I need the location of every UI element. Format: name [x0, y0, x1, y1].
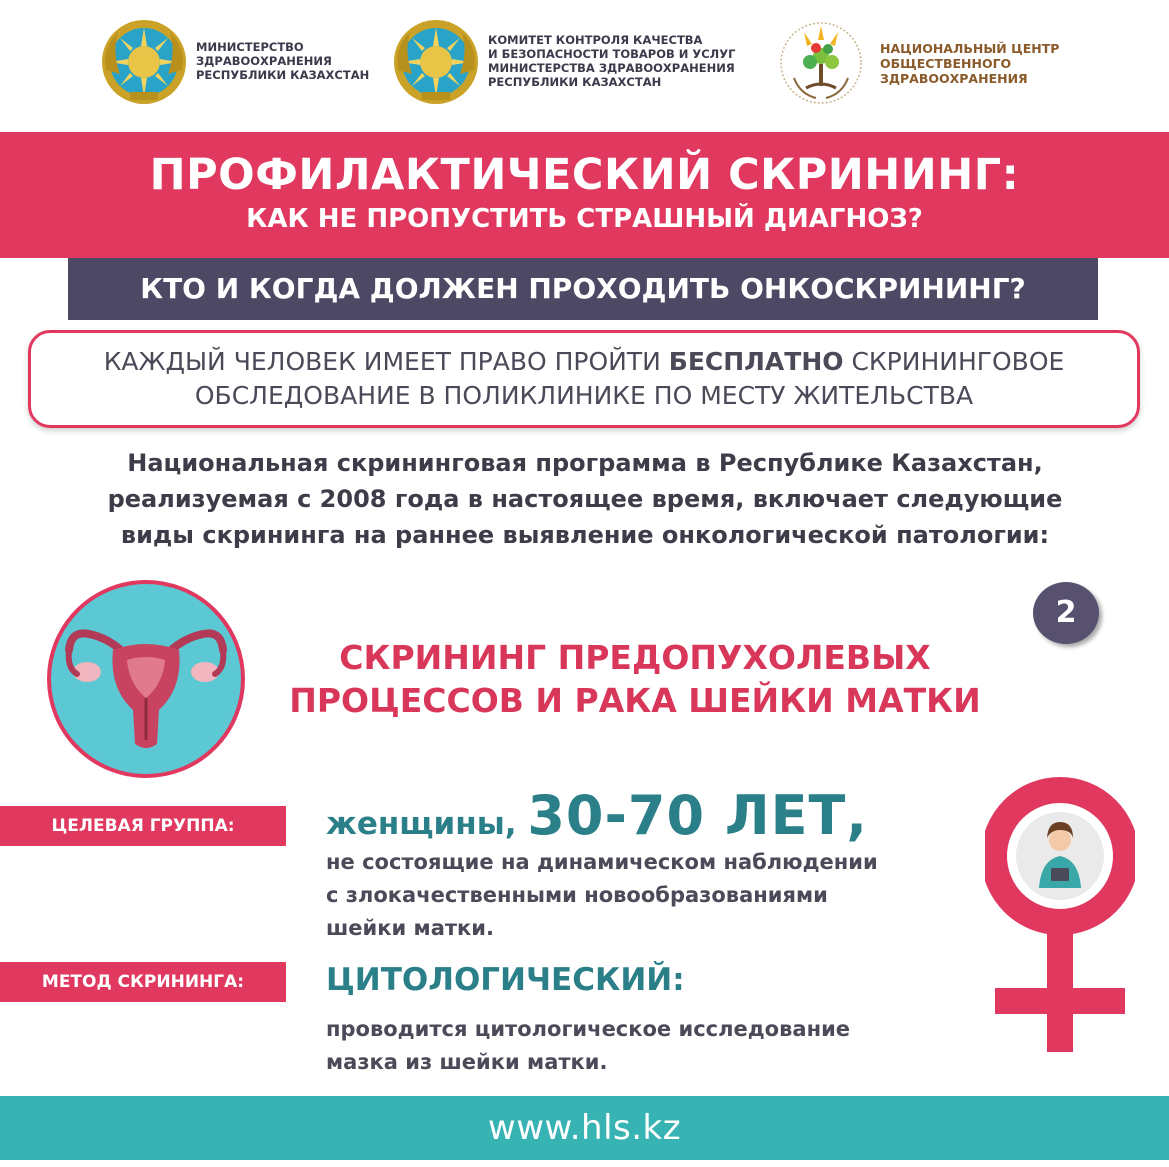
- screening-title: [270, 636, 1000, 722]
- state-emblem-icon: [392, 18, 480, 106]
- committee-name-line: КОМИТЕТ КОНТРОЛЯ КАЧЕСТВА: [488, 33, 703, 48]
- organ-illustration: [47, 580, 245, 778]
- screening-method-name: ЦИТОЛОГИЧЕСКИЙ:: [326, 962, 685, 998]
- screening-title-line: ПРОЦЕССОВ И РАКА ШЕЙКИ МАТКИ: [289, 681, 981, 720]
- rights-text: КАЖДЫЙ ЧЕЛОВЕК ИМЕЕТ ПРАВО ПРОЙТИ: [103, 347, 669, 376]
- target-group-tag: ЦЕЛЕВАЯ ГРУППА:: [0, 806, 286, 846]
- screening-title-line: СКРИНИНГ ПРЕДОПУХОЛЕВЫХ: [339, 638, 931, 677]
- committee-name-line: И БЕЗОПАСНОСТИ ТОВАРОВ И УСЛУГ: [488, 47, 736, 62]
- ministry-name-line: МИНИСТЕРСТВО: [196, 40, 304, 55]
- ncoz-name-line: НАЦИОНАЛЬНЫЙ ЦЕНТР: [880, 40, 1060, 56]
- committee-name-line: РЕСПУБЛИКИ КАЗАХСТАН: [488, 74, 662, 89]
- rights-line-2: ОБСЛЕДОВАНИЕ В ПОЛИКЛИНИКЕ ПО МЕСТУ ЖИТЕЛЬСТВА: [194, 381, 974, 410]
- committee-name-line: МИНИСТЕРСТВА ЗДРАВООХРАНЕНИЯ: [488, 61, 735, 75]
- target-age-range: 30-70 ЛЕТ,: [527, 784, 868, 847]
- rights-text: СКРИНИНГОВОЕ: [843, 347, 1065, 376]
- footer-website: www.hls.kz: [0, 1096, 1169, 1160]
- rights-free-emphasis: БЕСПЛАТНО: [668, 347, 844, 376]
- ministry-name-line: РЕСПУБЛИКИ КАЗАХСТАН: [196, 67, 370, 82]
- target-desc-line: не состоящие на динамическом наблюдении: [326, 850, 878, 874]
- title-band: [0, 132, 1169, 258]
- ministry-logo: [100, 18, 369, 106]
- ncoz-name-line: ОБЩЕСТВЕННОГО: [880, 55, 1012, 71]
- target-group-women: женщины,: [326, 806, 528, 842]
- intro-line: Национальная скрининговая программа в Республике Казахстан,: [127, 449, 1043, 477]
- target-group-heading: [326, 784, 868, 847]
- female-symbol-icon: [985, 776, 1135, 1056]
- page-title: ПРОФИЛАКТИЧЕСКИЙ СКРИНИНГ:: [149, 150, 1020, 200]
- target-desc-line: шейки матки.: [326, 916, 494, 940]
- page-subtitle: КАК НЕ ПРОПУСТИТЬ СТРАШНЫЙ ДИАГНОЗ?: [246, 204, 923, 234]
- intro-line: виды скрининга на раннее выявление онкологической патологии:: [120, 521, 1050, 549]
- target-group-description: [326, 846, 878, 945]
- ministry-name-line: ЗДРАВООХРАНЕНИЯ: [196, 54, 332, 69]
- state-emblem-icon: [100, 18, 188, 106]
- committee-logo: [392, 18, 735, 106]
- intro-line: реализуемая с 2008 года в настоящее время, включает следующие: [107, 485, 1063, 513]
- intro-paragraph: [40, 445, 1130, 553]
- target-desc-line: с злокачественными новообразованиями: [326, 883, 828, 907]
- screening-method-tag: МЕТОД СКРИНИНГА:: [0, 962, 286, 1002]
- screening-method-description: [326, 1013, 850, 1079]
- method-desc-line: мазка из шейки матки.: [326, 1050, 608, 1074]
- rights-notice: [28, 330, 1140, 428]
- method-desc-line: проводится цитологическое исследование: [326, 1017, 851, 1041]
- uterus-icon: [51, 584, 241, 774]
- rights-line-1: [31, 345, 1137, 379]
- ncoz-name-line: ЗДРАВООХРАНЕНИЯ: [880, 70, 1028, 86]
- ncoz-logo: [776, 18, 1059, 108]
- tree-of-health-icon: [776, 18, 866, 108]
- screening-number-badge: 2: [1033, 582, 1099, 644]
- question-heading: КТО И КОГДА ДОЛЖЕН ПРОХОДИТЬ ОНКОСКРИНИНГ?: [68, 258, 1098, 320]
